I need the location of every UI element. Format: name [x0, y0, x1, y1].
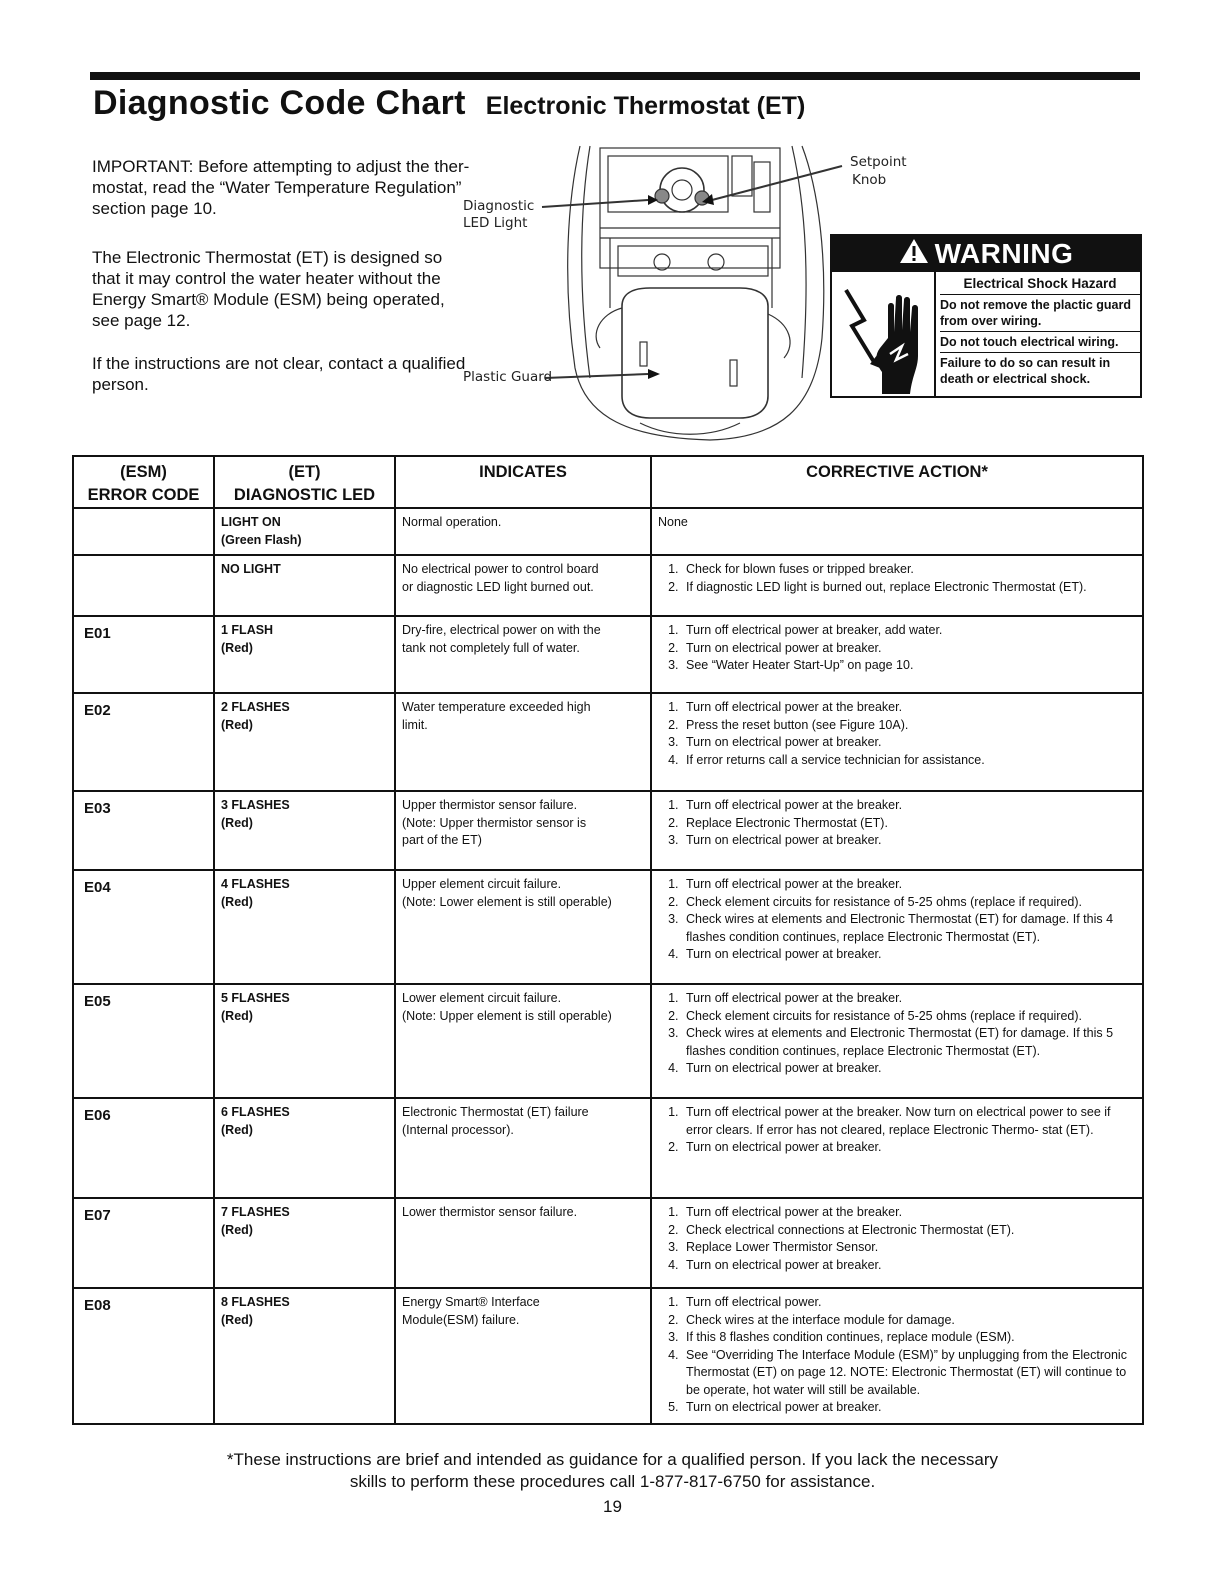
warning-line: Do not touch electrical wiring.	[940, 331, 1140, 352]
action-list	[658, 1204, 1138, 1274]
led-text: 2 FLASHES	[221, 700, 290, 714]
indicates-line: Lower element circuit failure.	[402, 991, 562, 1005]
action-step: 3. See “Water Heater Start-Up” on page 10.	[682, 657, 1138, 675]
diagnostic-led-cell	[214, 1288, 395, 1424]
corrective-action-cell	[651, 870, 1143, 984]
table-row	[73, 984, 1143, 1098]
table-row	[73, 616, 1143, 693]
action-step: 1. Turn off electrical power at the breaker.	[682, 876, 1138, 894]
action-step: 4. See “Overriding The Interface Module (ESM)” by unplugging from the Electronic Thermostat (ET) on page 12. NOTE: Electronic Thermostat (ET) will continue to be operate, hot water will still be available.	[682, 1347, 1138, 1400]
table-row	[73, 1288, 1143, 1424]
title-main: Diagnostic Code Chart	[93, 84, 466, 122]
indicates-line: (Note: Upper element is still operable)	[402, 1008, 612, 1023]
error-code-cell: E02	[73, 693, 214, 791]
corrective-action-cell	[651, 555, 1143, 616]
header-et-diagnostic-led: (ET) DIAGNOSTIC LED	[214, 456, 395, 508]
indicates-cell	[395, 1198, 651, 1288]
indicates-cell	[395, 693, 651, 791]
indicates-cell	[395, 1098, 651, 1198]
diagnostic-led-cell	[214, 1198, 395, 1288]
action-step: 3. If this 8 flashes condition continues, replace module (ESM).	[682, 1329, 1138, 1347]
led-light-label: LED Light	[463, 215, 528, 231]
action-list	[658, 1294, 1138, 1417]
header-esm-error-code: (ESM) ERROR CODE	[73, 456, 214, 508]
indicates-line: (Note: Upper thermistor sensor is	[402, 815, 587, 830]
footnote	[0, 1449, 1225, 1493]
indicates-line: Normal operation.	[402, 515, 502, 529]
indicates-line: limit.	[402, 717, 428, 732]
diagnostic-led-cell	[214, 984, 395, 1098]
footnote-line-2: skills to perform these procedures call 1-877-817-6750 for assistance.	[349, 1472, 876, 1491]
indicates-cell	[395, 616, 651, 693]
action-list	[658, 1104, 1138, 1157]
corrective-action-cell	[651, 508, 1143, 555]
table-row	[73, 791, 1143, 870]
led-text: 7 FLASHES	[221, 1205, 290, 1219]
header-corrective-action: CORRECTIVE ACTION*	[651, 456, 1143, 508]
corrective-action-cell	[651, 1198, 1143, 1288]
corrective-action-cell	[651, 791, 1143, 870]
action-step: 2. If diagnostic LED light is burned out, replace Electronic Thermostat (ET).	[682, 579, 1138, 597]
action-step: 1. Turn off electrical power at the breaker.	[682, 797, 1138, 815]
action-step: 2. Turn on electrical power at breaker.	[682, 1139, 1138, 1157]
indicates-line: tank not completely full of water.	[402, 640, 580, 655]
action-step: 2. Check wires at the interface module for damage.	[682, 1312, 1138, 1330]
error-code-cell: E04	[73, 870, 214, 984]
led-text: 8 FLASHES	[221, 1295, 290, 1309]
table-row	[73, 508, 1143, 555]
diagnostic-label: Diagnostic	[463, 198, 535, 214]
led-text: NO LIGHT	[221, 562, 281, 576]
error-code-cell: E08	[73, 1288, 214, 1424]
warning-heading: WARNING	[934, 238, 1074, 269]
action-step: 4. Turn on electrical power at breaker.	[682, 946, 1138, 964]
action-step: 2. Check element circuits for resistance of 5-25 ohms (replace if required).	[682, 894, 1138, 912]
table-row	[73, 1198, 1143, 1288]
led-text: 1 FLASH	[221, 623, 274, 637]
action-step: 1. Turn off electrical power at the breaker.	[682, 1204, 1138, 1222]
indicates-line: Electronic Thermostat (ET) failure	[402, 1105, 589, 1119]
warning-line: Do not remove the plactic guard from over wiring.	[940, 294, 1140, 331]
indicates-line: Water temperature exceeded high	[402, 700, 591, 714]
action-list	[658, 990, 1138, 1078]
led-text: (Green Flash)	[221, 532, 302, 547]
led-text: (Red)	[221, 894, 253, 909]
diagnostic-code-table	[72, 455, 1144, 1425]
table-row	[73, 1098, 1143, 1198]
error-code-cell: E07	[73, 1198, 214, 1288]
action-step: 2. Turn on electrical power at breaker.	[682, 640, 1138, 658]
table-row	[73, 870, 1143, 984]
error-code-cell	[73, 508, 214, 555]
page-title	[93, 84, 805, 123]
action-list	[658, 561, 1138, 596]
plastic-guard-label: Plastic Guard	[463, 369, 553, 385]
error-code-cell: E05	[73, 984, 214, 1098]
indicates-cell	[395, 508, 651, 555]
error-code-cell: E01	[73, 616, 214, 693]
action-list	[658, 622, 1138, 675]
warning-triangle-icon	[899, 238, 929, 271]
led-text: LIGHT ON	[221, 515, 281, 529]
intro-paragraph-1: IMPORTANT: Before attempting to adjust the ther- mostat, read the “Water Temperature Regulation” section page 10.	[92, 157, 470, 218]
indicates-cell	[395, 1288, 651, 1424]
action-step: 2. Press the reset button (see Figure 10A).	[682, 717, 1138, 735]
led-text: 4 FLASHES	[221, 877, 290, 891]
action-list	[658, 876, 1138, 964]
header-indicates: INDICATES	[395, 456, 651, 508]
indicates-line: Upper element circuit failure.	[402, 877, 562, 891]
warning-hazard: Electrical Shock Hazard	[963, 276, 1117, 291]
action-step: 5. Turn on electrical power at breaker.	[682, 1399, 1138, 1417]
intro-paragraph-2: The Electronic Thermostat (ET) is designed so that it may control the water heater without the Energy Smart® Module (ESM) being operated, see page 12.	[92, 248, 445, 330]
indicates-line: Dry-fire, electrical power on with the	[402, 623, 601, 637]
diagnostic-led-cell	[214, 1098, 395, 1198]
diagnostic-led-cell	[214, 870, 395, 984]
knob-label: Knob	[852, 172, 887, 188]
warning-line: Failure to do so can result in death or electrical shock.	[940, 352, 1140, 389]
led-text: (Red)	[221, 1008, 253, 1023]
action-step: 4. If error returns call a service technician for assistance.	[682, 752, 1138, 770]
indicates-cell	[395, 984, 651, 1098]
error-code-cell: E06	[73, 1098, 214, 1198]
indicates-cell	[395, 555, 651, 616]
action-text: None	[658, 515, 688, 529]
diagnostic-led-cell	[214, 555, 395, 616]
table-row	[73, 555, 1143, 616]
action-step: 2. Check electrical connections at Electronic Thermostat (ET).	[682, 1222, 1138, 1240]
corrective-action-cell	[651, 1288, 1143, 1424]
action-step: 3. Check wires at elements and Electronic Thermostat (ET) for damage. If this 5 flashes condition continues, replace Electronic Thermostat (ET).	[682, 1025, 1138, 1060]
error-code-cell: E03	[73, 791, 214, 870]
diagnostic-led-cell	[214, 616, 395, 693]
action-step: 2. Check element circuits for resistance of 5-25 ohms (replace if required).	[682, 1008, 1138, 1026]
table-header-row	[73, 456, 1143, 508]
action-step: 4. Turn on electrical power at breaker.	[682, 1060, 1138, 1078]
led-text: (Red)	[221, 1222, 253, 1237]
indicates-line: Lower thermistor sensor failure.	[402, 1205, 578, 1219]
action-step: 1. Turn off electrical power at the breaker.	[682, 699, 1138, 717]
action-step: 1. Check for blown fuses or tripped breaker.	[682, 561, 1138, 579]
electric-shock-hand-icon	[840, 276, 932, 394]
indicates-line: Upper thermistor sensor failure.	[402, 798, 578, 812]
indicates-line: (Note: Lower element is still operable)	[402, 894, 612, 909]
warning-box	[830, 234, 1142, 398]
indicates-cell	[395, 791, 651, 870]
led-text: (Red)	[221, 815, 253, 830]
diagnostic-led-cell	[214, 791, 395, 870]
led-text: (Red)	[221, 640, 253, 655]
table-body	[73, 508, 1143, 1424]
diagnostic-led-cell	[214, 693, 395, 791]
action-step: 4. Turn on electrical power at breaker.	[682, 1257, 1138, 1275]
footnote-line-1: *These instructions are brief and intended as guidance for a qualified person. If you lack the necessary	[226, 1450, 999, 1469]
led-text: 3 FLASHES	[221, 798, 290, 812]
header-rule	[90, 72, 1140, 80]
indicates-line: Module(ESM) failure.	[402, 1312, 520, 1327]
action-step: 1. Turn off electrical power at breaker, add water.	[682, 622, 1138, 640]
table-row	[73, 693, 1143, 791]
indicates-cell	[395, 870, 651, 984]
corrective-action-cell	[651, 693, 1143, 791]
action-step: 3. Check wires at elements and Electronic Thermostat (ET) for damage. If this 4 flashes condition continues, replace Electronic Thermostat (ET).	[682, 911, 1138, 946]
indicates-line: part of the ET)	[402, 833, 482, 847]
corrective-action-cell	[651, 616, 1143, 693]
title-sub: Electronic Thermostat (ET)	[485, 92, 806, 120]
indicates-line: or diagnostic LED light burned out.	[402, 579, 594, 594]
indicates-line: (Internal processor).	[402, 1122, 514, 1137]
error-code-cell	[73, 555, 214, 616]
action-step: 1. Turn off electrical power.	[682, 1294, 1138, 1312]
action-step: 3. Turn on electrical power at breaker.	[682, 832, 1138, 850]
indicates-line: No electrical power to control board	[402, 562, 599, 576]
intro-paragraph-3: If the instructions are not clear, contact a qualified person.	[92, 354, 466, 394]
indicates-line: Energy Smart® Interface	[402, 1295, 540, 1309]
led-text: 6 FLASHES	[221, 1105, 290, 1119]
diagnostic-led-cell	[214, 508, 395, 555]
action-list	[658, 699, 1138, 769]
action-list	[658, 797, 1138, 850]
led-text: (Red)	[221, 717, 253, 732]
action-step: 1. Turn off electrical power at the breaker.	[682, 990, 1138, 1008]
corrective-action-cell	[651, 1098, 1143, 1198]
corrective-action-cell	[651, 984, 1143, 1098]
warning-text	[940, 276, 1140, 389]
action-step: 3. Replace Lower Thermistor Sensor.	[682, 1239, 1138, 1257]
warning-divider	[934, 272, 936, 398]
warning-header	[832, 236, 1140, 272]
led-text: (Red)	[221, 1122, 253, 1137]
action-step: 2. Replace Electronic Thermostat (ET).	[682, 815, 1138, 833]
led-text: 5 FLASHES	[221, 991, 290, 1005]
led-text: (Red)	[221, 1312, 253, 1327]
page-number: 19	[603, 1497, 622, 1516]
action-step: 1. Turn off electrical power at the breaker. Now turn on electrical power to see if error clears. If error has not cleared, replace Electronic Thermo- stat (ET).	[682, 1104, 1138, 1139]
action-step: 3. Turn on electrical power at breaker.	[682, 734, 1138, 752]
setpoint-label: Setpoint	[850, 154, 907, 170]
